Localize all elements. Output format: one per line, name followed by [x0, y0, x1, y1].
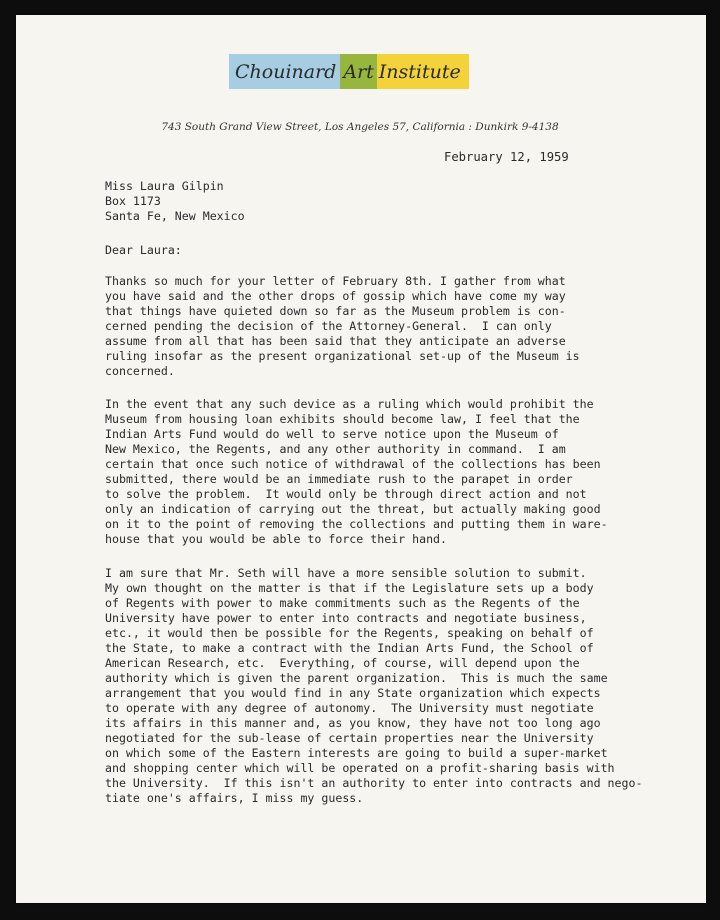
paragraph-line: arrangement that you would find in any State organization which expects: [105, 686, 601, 700]
paragraph-line: cerned pending the decision of the Attorney-General. I can only: [105, 319, 552, 333]
paragraph-line: to operate with any degree of autonomy. The University must negotiate: [105, 701, 594, 715]
letterhead-logo: [229, 54, 469, 89]
paragraph-line: ruling insofar as the present organizational set-up of the Museum is: [105, 349, 580, 363]
letter-date: February 12, 1959: [444, 150, 569, 164]
paragraph-line: on which some of the Eastern interests are going to build a super-market: [105, 746, 608, 760]
logo-part-chouinard: [229, 54, 340, 89]
recipient-address: [105, 179, 245, 224]
recipient-line: Santa Fe, New Mexico: [105, 209, 245, 223]
salutation-text: Dear Laura:: [105, 243, 182, 257]
paragraph-line: My own thought on the matter is that if the Legislature sets up a body: [105, 581, 594, 595]
paragraph-line: negotiated for the sub-lease of certain properties near the University: [105, 731, 594, 745]
paragraph-line: of Regents with power to make commitments such as the Regents of the: [105, 596, 580, 610]
logo-part-institute: [377, 54, 469, 89]
logo-text-2: Art: [343, 60, 374, 83]
paragraph-line: only an indication of carrying out the threat, but actually making good: [105, 502, 601, 516]
paragraph-line: tiate one's affairs, I miss my guess.: [105, 791, 364, 805]
recipient-line: Box 1173: [105, 194, 161, 208]
paragraph-2: [105, 397, 608, 547]
paragraph-1: [105, 274, 580, 379]
paragraph-line: concerned.: [105, 364, 175, 378]
paragraph-line: the State, to make a contract with the Indian Arts Fund, the School of: [105, 641, 594, 655]
logo-text-3: Institute: [378, 60, 461, 83]
letterhead-address: 743 South Grand View Street, Los Angeles 57, California : Dunkirk 9-4138: [161, 121, 559, 133]
paragraph-line: etc., it would then be possible for the Regents, speaking on behalf of: [105, 626, 594, 640]
paragraph-line: the University. If this isn't an authority to enter into contracts and nego-: [105, 776, 643, 790]
paragraph-line: authority which is given the parent organization. This is much the same: [105, 671, 608, 685]
paragraph-line: American Research, etc. Everything, of course, will depend upon the: [105, 656, 580, 670]
paragraph-line: I am sure that Mr. Seth will have a more sensible solution to submit.: [105, 566, 587, 580]
logo-text-1: Chouinard: [235, 60, 337, 83]
paragraph-line: Thanks so much for your letter of February 8th. I gather from what: [105, 274, 566, 288]
logo-part-art: [340, 54, 376, 89]
paragraph-line: its affairs in this manner and, as you know, they have not too long ago: [105, 716, 601, 730]
paragraph-line: In the event that any such device as a ruling which would prohibit the: [105, 397, 594, 411]
paragraph-line: to solve the problem. It would only be through direct action and not: [105, 487, 587, 501]
paragraph-line: Museum from housing loan exhibits should become law, I feel that the: [105, 412, 580, 426]
paragraph-line: New Mexico, the Regents, and any other authority in command. I am: [105, 442, 566, 456]
recipient-line: Miss Laura Gilpin: [105, 179, 224, 193]
paragraph-line: and shopping center which will be operated on a profit-sharing basis with: [105, 761, 615, 775]
paragraph-line: certain that once such notice of withdrawal of the collections has been: [105, 457, 601, 471]
paragraph-line: you have said and the other drops of gossip which have come my way: [105, 289, 566, 303]
paragraph-line: submitted, there would be an immediate rush to the parapet in order: [105, 472, 573, 486]
salutation: [105, 243, 182, 258]
paragraph-line: Indian Arts Fund would do well to serve notice upon the Museum of: [105, 427, 559, 441]
paragraph-line: on it to the point of removing the collections and putting them in ware-: [105, 517, 608, 531]
paragraph-line: assume from all that has been said that they anticipate an adverse: [105, 334, 566, 348]
paragraph-line: University have power to enter into contracts and negotiate business,: [105, 611, 587, 625]
paragraph-line: that things have quieted down so far as the Museum problem is con-: [105, 304, 566, 318]
paragraph-line: house that you would be able to force their hand.: [105, 532, 448, 546]
paragraph-3: [105, 566, 642, 806]
